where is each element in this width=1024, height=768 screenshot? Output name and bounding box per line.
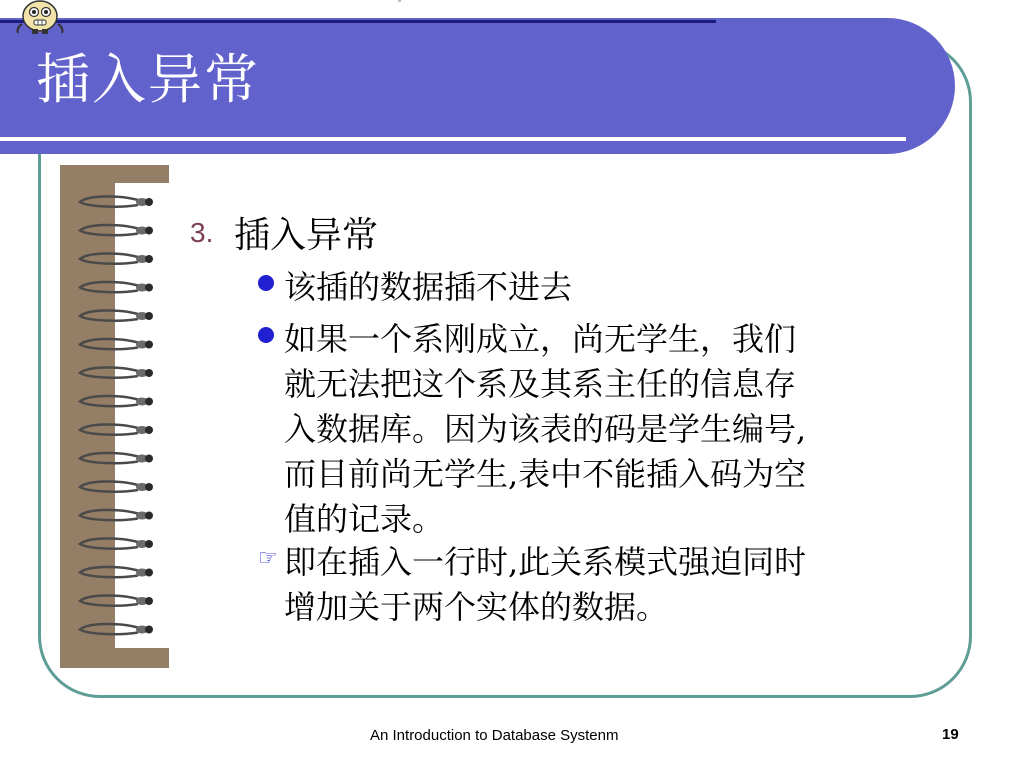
bullet-text <box>284 540 934 630</box>
slide-title: 插入异常 <box>36 48 260 111</box>
spiral-ring-icon <box>80 310 153 320</box>
heading-number: 3. <box>190 217 214 248</box>
page-number: 19 <box>942 726 959 743</box>
bullet-line: 增加关于两个实体的数据。 <box>284 588 669 626</box>
bullet-line: 而目前尚无学生,表中不能插入码为空 <box>284 455 807 493</box>
bullet-line: 就无法把这个系及其系主任的信息存 <box>284 365 797 403</box>
spiral-ring-icon <box>80 595 153 605</box>
top-mark <box>398 0 401 2</box>
spiral-ring-icon <box>80 225 153 235</box>
bullet-line: 入数据库。因为该表的码是学生编号, <box>284 410 807 448</box>
spiral-ring-icon <box>80 196 153 206</box>
footer-text: An Introduction to Database Systenm <box>370 727 619 744</box>
spiral-ring-icon <box>80 453 153 463</box>
spiral-ring-icon <box>80 510 153 520</box>
spiral-ring-icon <box>80 367 153 377</box>
bullet-dot-icon <box>258 317 276 335</box>
spiral-binding <box>60 165 170 668</box>
bullet-dot-icon <box>258 265 276 283</box>
heading-text: 插入异常 <box>234 215 379 256</box>
spiral-ring-icon <box>80 339 153 349</box>
spiral-ring-icon <box>80 282 153 292</box>
bullet-line: 该插的数据插不进去 <box>284 268 573 306</box>
spiral-ring-icon <box>80 396 153 406</box>
mascot-icon <box>14 0 66 34</box>
spiral-ring-icon <box>80 567 153 577</box>
bullet-line: 值的记录。 <box>284 500 445 538</box>
bullet-line: 即在插入一行时,此关系模式强迫同时 <box>284 543 807 581</box>
notebook-decoration <box>60 165 170 668</box>
spiral-ring-icon <box>80 624 153 634</box>
spiral-ring-icon <box>80 424 153 434</box>
bullet-line: 如果一个系刚成立，尚无学生，我们 <box>284 320 797 358</box>
spiral-ring-icon <box>80 253 153 263</box>
bullet-text <box>284 265 934 310</box>
pointing-hand-icon: ☞ <box>258 546 278 571</box>
bullet-text <box>284 317 934 542</box>
banner-line-bottom <box>0 137 906 141</box>
spiral-ring-icon <box>80 481 153 491</box>
spiral-ring-icon <box>80 538 153 548</box>
banner-line-top <box>0 20 716 23</box>
